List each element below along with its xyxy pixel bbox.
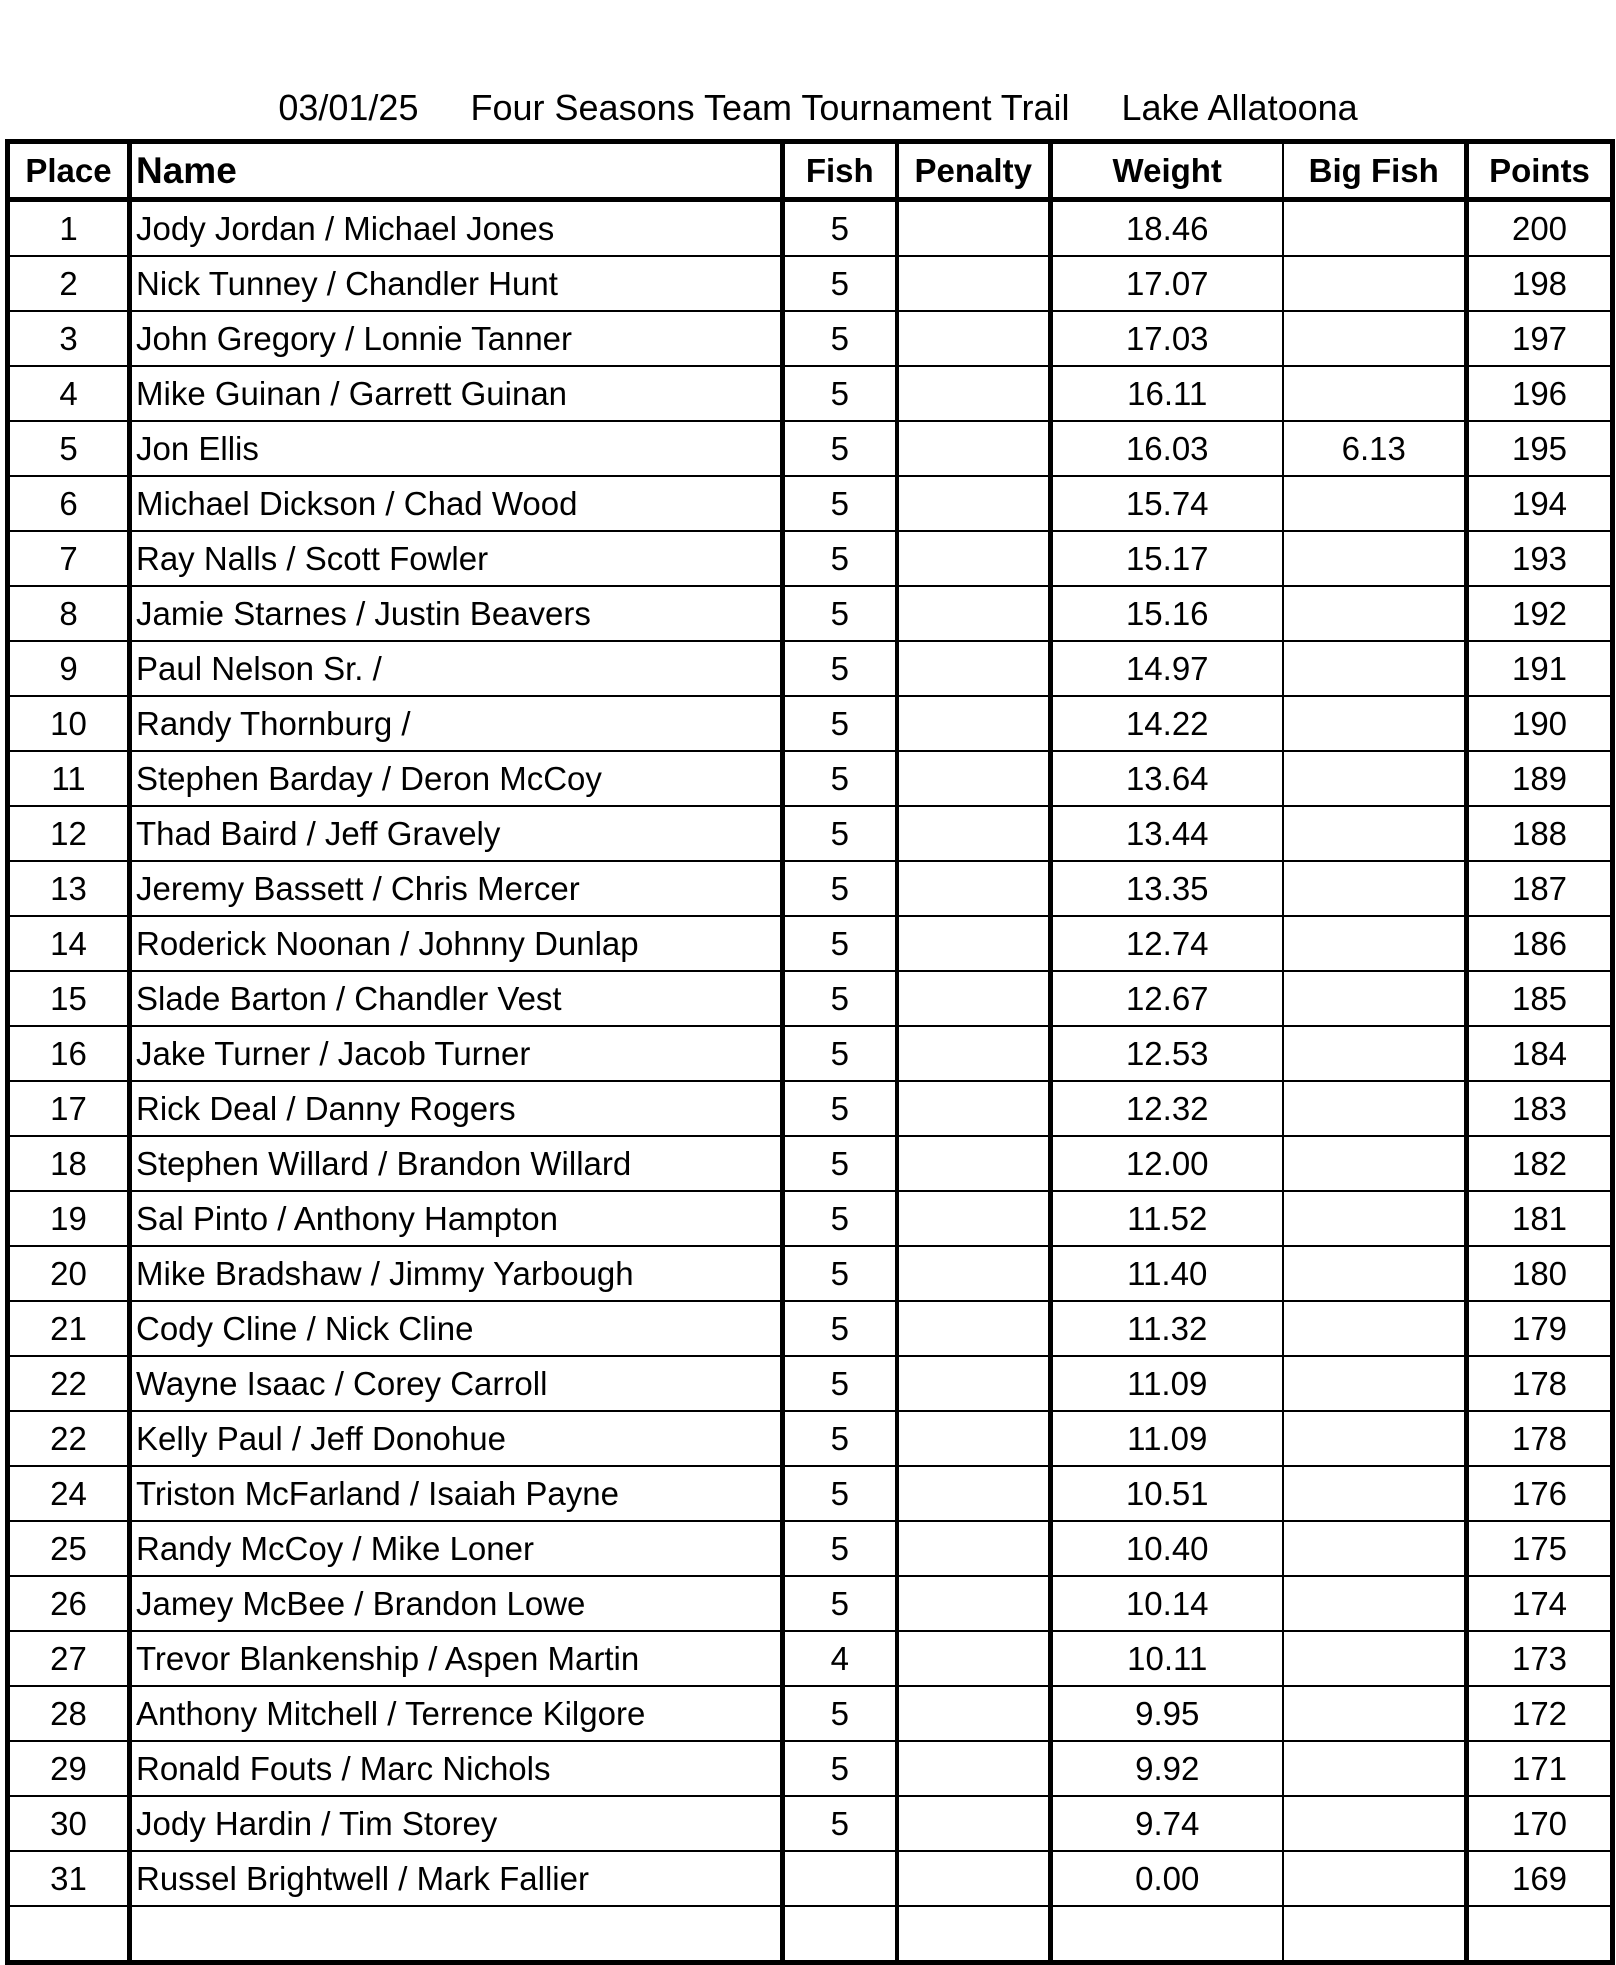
big-fish-cell — [1283, 1796, 1467, 1851]
place-cell: 31 — [8, 1851, 130, 1906]
big-fish-cell — [1283, 751, 1467, 806]
points-cell: 169 — [1467, 1851, 1613, 1906]
place-cell: 9 — [8, 641, 130, 696]
big-fish-cell — [1283, 311, 1467, 366]
name-cell: Paul Nelson Sr. / — [130, 641, 783, 696]
penalty-cell — [897, 751, 1051, 806]
penalty-cell — [897, 366, 1051, 421]
name-cell: Stephen Willard / Brandon Willard — [130, 1136, 783, 1191]
weight-cell: 12.00 — [1051, 1136, 1283, 1191]
weight-cell: 14.22 — [1051, 696, 1283, 751]
place-cell: 14 — [8, 916, 130, 971]
name-cell: Russel Brightwell / Mark Fallier — [130, 1851, 783, 1906]
fish-cell: 5 — [783, 311, 897, 366]
name-cell: Sal Pinto / Anthony Hampton — [130, 1191, 783, 1246]
name-cell: Triston McFarland / Isaiah Payne — [130, 1466, 783, 1521]
weight-cell: 16.03 — [1051, 421, 1283, 476]
penalty-cell — [897, 1081, 1051, 1136]
name-cell: Mike Bradshaw / Jimmy Yarbough — [130, 1246, 783, 1301]
name-cell: Rick Deal / Danny Rogers — [130, 1081, 783, 1136]
big-fish-cell — [1283, 1741, 1467, 1796]
fish-cell: 5 — [783, 1521, 897, 1576]
points-cell: 188 — [1467, 806, 1613, 861]
points-cell: 187 — [1467, 861, 1613, 916]
table-row — [8, 1411, 1613, 1466]
place-cell: 10 — [8, 696, 130, 751]
place-cell: 27 — [8, 1631, 130, 1686]
weight-cell: 9.74 — [1051, 1796, 1283, 1851]
place-cell: 11 — [8, 751, 130, 806]
place-cell: 7 — [8, 531, 130, 586]
penalty-cell — [897, 1301, 1051, 1356]
points-cell: 181 — [1467, 1191, 1613, 1246]
place-cell: 30 — [8, 1796, 130, 1851]
name-cell: Jody Hardin / Tim Storey — [130, 1796, 783, 1851]
big-fish-cell — [1283, 641, 1467, 696]
place-cell — [8, 1906, 130, 1963]
table-row — [8, 256, 1613, 311]
penalty-cell — [897, 1191, 1051, 1246]
place-cell: 5 — [8, 421, 130, 476]
header-row — [8, 142, 1613, 200]
table-row — [8, 1136, 1613, 1191]
name-cell: Anthony Mitchell / Terrence Kilgore — [130, 1686, 783, 1741]
weight-cell: 14.97 — [1051, 641, 1283, 696]
fish-cell: 5 — [783, 1356, 897, 1411]
table-row — [8, 311, 1613, 366]
points-cell: 172 — [1467, 1686, 1613, 1741]
big-fish-cell — [1283, 1136, 1467, 1191]
table-row — [8, 476, 1613, 531]
name-cell: Jon Ellis — [130, 421, 783, 476]
weight-cell: 10.40 — [1051, 1521, 1283, 1576]
fish-cell: 5 — [783, 861, 897, 916]
fish-cell: 5 — [783, 586, 897, 641]
table-row — [8, 1906, 1613, 1963]
points-cell: 180 — [1467, 1246, 1613, 1301]
column-header-name: Name — [130, 142, 783, 200]
weight-cell: 18.46 — [1051, 200, 1283, 257]
big-fish-cell — [1283, 256, 1467, 311]
place-cell: 12 — [8, 806, 130, 861]
big-fish-cell — [1283, 476, 1467, 531]
points-cell: 190 — [1467, 696, 1613, 751]
weight-cell: 0.00 — [1051, 1851, 1283, 1906]
weight-cell: 11.09 — [1051, 1356, 1283, 1411]
fish-cell: 5 — [783, 200, 897, 257]
place-cell: 13 — [8, 861, 130, 916]
fish-cell: 5 — [783, 696, 897, 751]
penalty-cell — [897, 641, 1051, 696]
fish-cell: 5 — [783, 1301, 897, 1356]
name-cell: Kelly Paul / Jeff Donohue — [130, 1411, 783, 1466]
fish-cell: 5 — [783, 1576, 897, 1631]
place-cell: 20 — [8, 1246, 130, 1301]
tournament-name: Four Seasons Team Tournament Trail — [470, 87, 1070, 128]
name-cell: Randy McCoy / Mike Loner — [130, 1521, 783, 1576]
table-row — [8, 861, 1613, 916]
column-header-big-fish: Big Fish — [1283, 142, 1467, 200]
place-cell: 18 — [8, 1136, 130, 1191]
column-header-points: Points — [1467, 142, 1613, 200]
place-cell: 19 — [8, 1191, 130, 1246]
big-fish-cell — [1283, 531, 1467, 586]
fish-cell: 5 — [783, 1796, 897, 1851]
penalty-cell — [897, 1521, 1051, 1576]
big-fish-cell — [1283, 200, 1467, 257]
points-cell: 174 — [1467, 1576, 1613, 1631]
big-fish-cell — [1283, 1301, 1467, 1356]
name-cell: Ray Nalls / Scott Fowler — [130, 531, 783, 586]
weight-cell: 10.14 — [1051, 1576, 1283, 1631]
weight-cell: 9.92 — [1051, 1741, 1283, 1796]
points-cell: 171 — [1467, 1741, 1613, 1796]
name-cell: Jake Turner / Jacob Turner — [130, 1026, 783, 1081]
big-fish-cell — [1283, 806, 1467, 861]
table-row — [8, 1246, 1613, 1301]
place-cell: 22 — [8, 1356, 130, 1411]
big-fish-cell — [1283, 1081, 1467, 1136]
weight-cell: 15.16 — [1051, 586, 1283, 641]
big-fish-cell — [1283, 916, 1467, 971]
fish-cell: 5 — [783, 1411, 897, 1466]
big-fish-cell — [1283, 696, 1467, 751]
big-fish-cell — [1283, 1521, 1467, 1576]
table-row — [8, 200, 1613, 257]
table-row — [8, 1631, 1613, 1686]
points-cell: 178 — [1467, 1356, 1613, 1411]
big-fish-cell — [1283, 366, 1467, 421]
points-cell: 184 — [1467, 1026, 1613, 1081]
weight-cell: 9.95 — [1051, 1686, 1283, 1741]
fish-cell: 5 — [783, 641, 897, 696]
table-row — [8, 696, 1613, 751]
weight-cell: 13.35 — [1051, 861, 1283, 916]
place-cell: 25 — [8, 1521, 130, 1576]
table-row — [8, 1466, 1613, 1521]
table-row — [8, 531, 1613, 586]
name-cell: Jeremy Bassett / Chris Mercer — [130, 861, 783, 916]
penalty-cell — [897, 696, 1051, 751]
weight-cell: 15.74 — [1051, 476, 1283, 531]
place-cell: 1 — [8, 200, 130, 257]
points-cell: 192 — [1467, 586, 1613, 641]
big-fish-cell — [1283, 1686, 1467, 1741]
penalty-cell — [897, 200, 1051, 257]
big-fish-cell — [1283, 586, 1467, 641]
tournament-date: 03/01/25 — [278, 87, 419, 128]
name-cell: John Gregory / Lonnie Tanner — [130, 311, 783, 366]
big-fish-cell — [1283, 1906, 1467, 1963]
penalty-cell — [897, 861, 1051, 916]
points-cell: 175 — [1467, 1521, 1613, 1576]
place-cell: 15 — [8, 971, 130, 1026]
fish-cell — [783, 1851, 897, 1906]
penalty-cell — [897, 1796, 1051, 1851]
points-cell: 178 — [1467, 1411, 1613, 1466]
fish-cell: 5 — [783, 476, 897, 531]
fish-cell: 5 — [783, 531, 897, 586]
column-header-fish: Fish — [783, 142, 897, 200]
weight-cell: 12.32 — [1051, 1081, 1283, 1136]
points-cell: 193 — [1467, 531, 1613, 586]
fish-cell: 4 — [783, 1631, 897, 1686]
points-cell: 186 — [1467, 916, 1613, 971]
big-fish-cell — [1283, 1191, 1467, 1246]
weight-cell — [1051, 1906, 1283, 1963]
place-cell: 21 — [8, 1301, 130, 1356]
name-cell: Stephen Barday / Deron McCoy — [130, 751, 783, 806]
name-cell: Mike Guinan / Garrett Guinan — [130, 366, 783, 421]
table-row — [8, 1576, 1613, 1631]
points-cell: 170 — [1467, 1796, 1613, 1851]
points-cell: 195 — [1467, 421, 1613, 476]
place-cell: 28 — [8, 1686, 130, 1741]
place-cell: 24 — [8, 1466, 130, 1521]
place-cell: 26 — [8, 1576, 130, 1631]
name-cell: Jody Jordan / Michael Jones — [130, 200, 783, 257]
points-cell: 176 — [1467, 1466, 1613, 1521]
weight-cell: 17.03 — [1051, 311, 1283, 366]
table-row — [8, 1191, 1613, 1246]
big-fish-cell — [1283, 971, 1467, 1026]
weight-cell: 17.07 — [1051, 256, 1283, 311]
table-row — [8, 751, 1613, 806]
name-cell: Cody Cline / Nick Cline — [130, 1301, 783, 1356]
points-cell: 198 — [1467, 256, 1613, 311]
table-row — [8, 971, 1613, 1026]
place-cell: 3 — [8, 311, 130, 366]
column-header-penalty: Penalty — [897, 142, 1051, 200]
table-row — [8, 1741, 1613, 1796]
points-cell: 182 — [1467, 1136, 1613, 1191]
fish-cell: 5 — [783, 751, 897, 806]
table-row — [8, 641, 1613, 696]
fish-cell: 5 — [783, 1081, 897, 1136]
column-header-weight: Weight — [1051, 142, 1283, 200]
weight-cell: 16.11 — [1051, 366, 1283, 421]
penalty-cell — [897, 1576, 1051, 1631]
fish-cell: 5 — [783, 421, 897, 476]
penalty-cell — [897, 1026, 1051, 1081]
page-title — [0, 30, 1616, 128]
table-row — [8, 916, 1613, 971]
table-row — [8, 806, 1613, 861]
weight-cell: 11.32 — [1051, 1301, 1283, 1356]
name-cell: Slade Barton / Chandler Vest — [130, 971, 783, 1026]
place-cell: 8 — [8, 586, 130, 641]
fish-cell: 5 — [783, 806, 897, 861]
penalty-cell — [897, 531, 1051, 586]
points-cell: 200 — [1467, 200, 1613, 257]
penalty-cell — [897, 1411, 1051, 1466]
weight-cell: 12.67 — [1051, 971, 1283, 1026]
fish-cell: 5 — [783, 1741, 897, 1796]
fish-cell — [783, 1906, 897, 1963]
penalty-cell — [897, 916, 1051, 971]
weight-cell: 12.53 — [1051, 1026, 1283, 1081]
weight-cell: 13.44 — [1051, 806, 1283, 861]
big-fish-cell — [1283, 1411, 1467, 1466]
table-row — [8, 1301, 1613, 1356]
table-row — [8, 421, 1613, 476]
place-cell: 4 — [8, 366, 130, 421]
big-fish-cell — [1283, 1246, 1467, 1301]
penalty-cell — [897, 586, 1051, 641]
name-cell: Jamie Starnes / Justin Beavers — [130, 586, 783, 641]
table-row — [8, 1081, 1613, 1136]
table-row — [8, 1521, 1613, 1576]
points-cell: 179 — [1467, 1301, 1613, 1356]
results-table — [5, 139, 1615, 1965]
penalty-cell — [897, 1741, 1051, 1796]
place-cell: 16 — [8, 1026, 130, 1081]
big-fish-cell — [1283, 1851, 1467, 1906]
fish-cell: 5 — [783, 916, 897, 971]
fish-cell: 5 — [783, 1246, 897, 1301]
fish-cell: 5 — [783, 1466, 897, 1521]
column-header-place: Place — [8, 142, 130, 200]
big-fish-cell — [1283, 1466, 1467, 1521]
tournament-location: Lake Allatoona — [1121, 87, 1358, 128]
penalty-cell — [897, 1356, 1051, 1411]
table-row — [8, 1026, 1613, 1081]
name-cell: Thad Baird / Jeff Gravely — [130, 806, 783, 861]
place-cell: 29 — [8, 1741, 130, 1796]
fish-cell: 5 — [783, 366, 897, 421]
weight-cell: 11.09 — [1051, 1411, 1283, 1466]
penalty-cell — [897, 1686, 1051, 1741]
penalty-cell — [897, 1851, 1051, 1906]
penalty-cell — [897, 476, 1051, 531]
penalty-cell — [897, 971, 1051, 1026]
points-cell: 183 — [1467, 1081, 1613, 1136]
penalty-cell — [897, 1136, 1051, 1191]
points-cell: 185 — [1467, 971, 1613, 1026]
table-row — [8, 586, 1613, 641]
weight-cell: 13.64 — [1051, 751, 1283, 806]
results-body — [8, 200, 1613, 1963]
fish-cell: 5 — [783, 1026, 897, 1081]
weight-cell: 10.51 — [1051, 1466, 1283, 1521]
points-cell: 194 — [1467, 476, 1613, 531]
penalty-cell — [897, 256, 1051, 311]
weight-cell: 15.17 — [1051, 531, 1283, 586]
name-cell: Randy Thornburg / — [130, 696, 783, 751]
big-fish-cell — [1283, 1356, 1467, 1411]
place-cell: 2 — [8, 256, 130, 311]
big-fish-cell — [1283, 1026, 1467, 1081]
fish-cell: 5 — [783, 1191, 897, 1246]
weight-cell: 11.52 — [1051, 1191, 1283, 1246]
big-fish-cell: 6.13 — [1283, 421, 1467, 476]
points-cell: 191 — [1467, 641, 1613, 696]
big-fish-cell — [1283, 1631, 1467, 1686]
place-cell: 6 — [8, 476, 130, 531]
penalty-cell — [897, 1246, 1051, 1301]
penalty-cell — [897, 311, 1051, 366]
fish-cell: 5 — [783, 256, 897, 311]
name-cell — [130, 1906, 783, 1963]
weight-cell: 11.40 — [1051, 1246, 1283, 1301]
table-row — [8, 1796, 1613, 1851]
place-cell: 17 — [8, 1081, 130, 1136]
points-cell: 197 — [1467, 311, 1613, 366]
penalty-cell — [897, 1906, 1051, 1963]
table-row — [8, 1851, 1613, 1906]
penalty-cell — [897, 1631, 1051, 1686]
penalty-cell — [897, 806, 1051, 861]
big-fish-cell — [1283, 1576, 1467, 1631]
points-cell — [1467, 1906, 1613, 1963]
penalty-cell — [897, 421, 1051, 476]
points-cell: 189 — [1467, 751, 1613, 806]
name-cell: Trevor Blankenship / Aspen Martin — [130, 1631, 783, 1686]
points-cell: 173 — [1467, 1631, 1613, 1686]
place-cell: 22 — [8, 1411, 130, 1466]
name-cell: Michael Dickson / Chad Wood — [130, 476, 783, 531]
points-cell: 196 — [1467, 366, 1613, 421]
name-cell: Nick Tunney / Chandler Hunt — [130, 256, 783, 311]
name-cell: Ronald Fouts / Marc Nichols — [130, 1741, 783, 1796]
table-row — [8, 1686, 1613, 1741]
weight-cell: 10.11 — [1051, 1631, 1283, 1686]
name-cell: Wayne Isaac / Corey Carroll — [130, 1356, 783, 1411]
name-cell: Jamey McBee / Brandon Lowe — [130, 1576, 783, 1631]
table-row — [8, 1356, 1613, 1411]
fish-cell: 5 — [783, 1136, 897, 1191]
name-cell: Roderick Noonan / Johnny Dunlap — [130, 916, 783, 971]
fish-cell: 5 — [783, 971, 897, 1026]
fish-cell: 5 — [783, 1686, 897, 1741]
weight-cell: 12.74 — [1051, 916, 1283, 971]
table-row — [8, 366, 1613, 421]
penalty-cell — [897, 1466, 1051, 1521]
big-fish-cell — [1283, 861, 1467, 916]
